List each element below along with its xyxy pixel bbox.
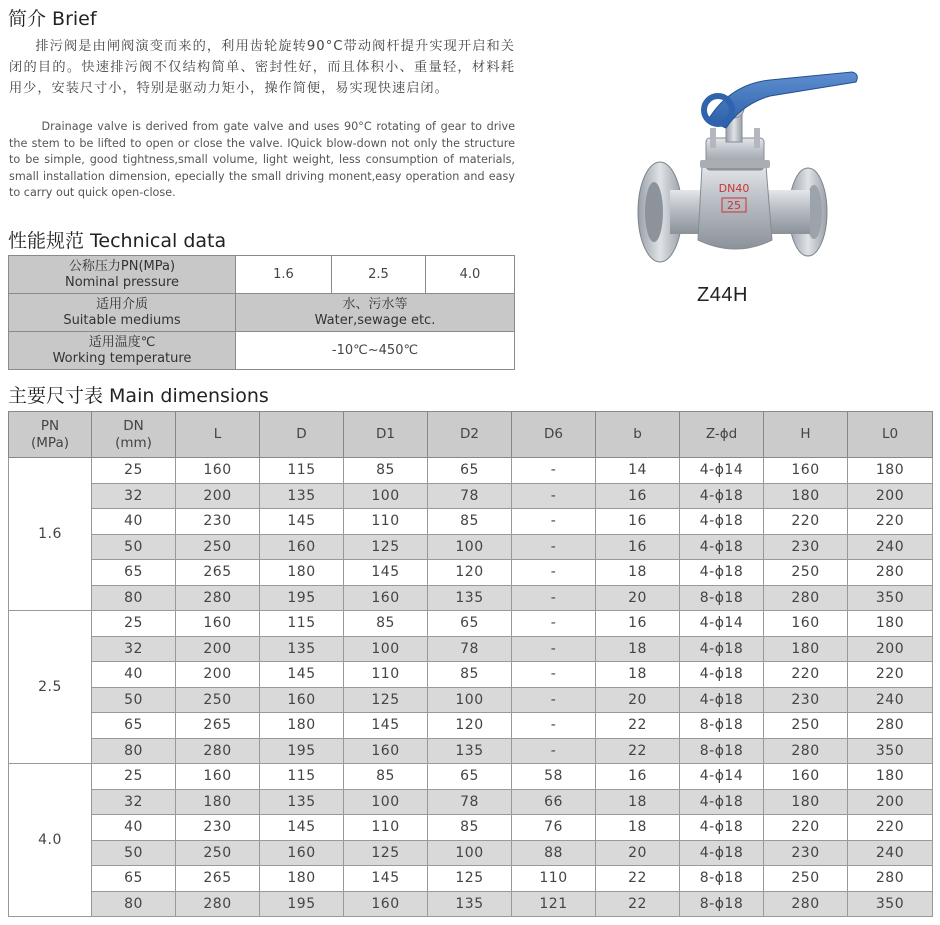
- table-cell: 65: [428, 611, 512, 637]
- table-row: [9, 815, 933, 841]
- table-cell: 22: [596, 738, 680, 764]
- table-cell: 18: [596, 636, 680, 662]
- column-header-h: H: [764, 412, 848, 458]
- table-cell: -: [512, 534, 596, 560]
- table-cell: 265: [176, 866, 260, 892]
- table-cell: 180: [764, 636, 848, 662]
- table-cell: 145: [260, 815, 344, 841]
- table-row: [9, 585, 933, 611]
- table-cell: 160: [176, 611, 260, 637]
- table-cell: 20: [596, 585, 680, 611]
- table-cell: 280: [848, 713, 933, 739]
- table-cell: 25: [92, 764, 176, 790]
- table-cell: 160: [176, 764, 260, 790]
- table-cell: 120: [428, 560, 512, 586]
- dimensions-title: 主要尺寸表 Main dimensions: [8, 385, 269, 407]
- table-cell: 121: [512, 891, 596, 917]
- body-marking-dn: DN40: [718, 182, 750, 195]
- table-cell: 4-ϕ18: [680, 509, 764, 535]
- model-label: Z44H: [697, 284, 748, 306]
- table-cell: 100: [428, 840, 512, 866]
- table-cell: 350: [848, 738, 933, 764]
- table-cell: 85: [428, 662, 512, 688]
- table-cell: 85: [428, 815, 512, 841]
- table-cell: 350: [848, 585, 933, 611]
- table-row: [9, 713, 933, 739]
- table-cell: 180: [260, 560, 344, 586]
- table-cell: 4-ϕ18: [680, 815, 764, 841]
- medium-label: 适用介质 Suitable mediums: [9, 294, 236, 332]
- brief-chinese-text: 排污阀是由闸阀演变而来的，利用齿轮旋转90°C带动阀杆提升实现开启和关闭的目的。快速排污阀不仅结构简单、密封性好，而且体积小、重量轻，材料耗用少，安装尺寸小，特别是驱动力矩小，操作简便，易实现快速启闭。: [9, 39, 515, 96]
- table-cell: 40: [92, 662, 176, 688]
- table-cell: 110: [344, 662, 428, 688]
- table-cell: 180: [848, 764, 933, 790]
- column-header-l: L: [176, 412, 260, 458]
- table-cell: -: [512, 713, 596, 739]
- table-row: [9, 866, 933, 892]
- table-row: [9, 687, 933, 713]
- temperature-label: 适用温度℃ Working temperature: [9, 332, 236, 370]
- table-cell: 16: [596, 764, 680, 790]
- table-cell: 20: [596, 687, 680, 713]
- table-cell: 220: [764, 509, 848, 535]
- table-cell: -: [512, 458, 596, 484]
- table-cell: 22: [596, 891, 680, 917]
- table-cell: 110: [344, 815, 428, 841]
- table-cell: 88: [512, 840, 596, 866]
- pn-group-cell: 4.0: [9, 764, 92, 917]
- table-cell: 66: [512, 789, 596, 815]
- table-cell: 18: [596, 560, 680, 586]
- table-row: [9, 483, 933, 509]
- technical-title: 性能规范 Technical data: [8, 230, 227, 252]
- table-cell: 200: [848, 789, 933, 815]
- table-cell: 280: [176, 585, 260, 611]
- table-cell: 4-ϕ18: [680, 483, 764, 509]
- table-cell: 4-ϕ18: [680, 840, 764, 866]
- table-cell: 32: [92, 636, 176, 662]
- table-cell: 220: [764, 662, 848, 688]
- table-cell: 180: [176, 789, 260, 815]
- table-cell: 280: [176, 891, 260, 917]
- table-cell: 120: [428, 713, 512, 739]
- table-cell: 80: [92, 891, 176, 917]
- table-cell: 135: [428, 738, 512, 764]
- table-cell: 58: [512, 764, 596, 790]
- table-cell: 18: [596, 789, 680, 815]
- table-cell: 160: [344, 891, 428, 917]
- table-cell: 32: [92, 789, 176, 815]
- table-cell: 78: [428, 789, 512, 815]
- table-cell: 220: [764, 815, 848, 841]
- table-cell: 100: [344, 483, 428, 509]
- table-row: [9, 891, 933, 917]
- table-cell: 145: [344, 713, 428, 739]
- table-cell: 180: [764, 789, 848, 815]
- brief-english-text: Drainage valve is derived from gate valve and uses 90°C rotating of gear to drive the stem to be lifted to open or close the valve. IQuick blow-down not only the structure to be simple, good tightness,small volume, light weight, less consumption of materials, small installation dimension, epecially the small driving monent,easy operation and easy to carry out quick open-close.: [9, 120, 515, 200]
- table-cell: -: [512, 585, 596, 611]
- table-cell: 65: [92, 560, 176, 586]
- table-cell: 135: [260, 636, 344, 662]
- pn-group-cell: 2.5: [9, 611, 92, 764]
- table-cell: 160: [344, 738, 428, 764]
- table-cell: 125: [344, 840, 428, 866]
- table-cell: 100: [428, 687, 512, 713]
- table-cell: 40: [92, 815, 176, 841]
- table-cell: 115: [260, 611, 344, 637]
- pn-group-cell: 1.6: [9, 458, 92, 611]
- column-header-d6: D6: [512, 412, 596, 458]
- table-cell: 4-ϕ14: [680, 458, 764, 484]
- table-cell: 50: [92, 840, 176, 866]
- table-cell: 230: [176, 509, 260, 535]
- table-cell: 195: [260, 738, 344, 764]
- pressure-value: 4.0: [426, 256, 515, 294]
- pressure-label: 公称压力PN(MPa) Nominal pressure: [9, 256, 236, 294]
- table-cell: 85: [428, 509, 512, 535]
- table-cell: 100: [344, 636, 428, 662]
- table-cell: 145: [260, 662, 344, 688]
- table-cell: 80: [92, 585, 176, 611]
- table-cell: 280: [848, 560, 933, 586]
- table-cell: 8-ϕ18: [680, 713, 764, 739]
- table-cell: 50: [92, 534, 176, 560]
- table-cell: 200: [176, 636, 260, 662]
- table-cell: 350: [848, 891, 933, 917]
- table-cell: 160: [764, 764, 848, 790]
- table-cell: 160: [764, 458, 848, 484]
- table-cell: 280: [764, 738, 848, 764]
- table-cell: 85: [344, 611, 428, 637]
- table-cell: 4-ϕ18: [680, 687, 764, 713]
- table-cell: 18: [596, 662, 680, 688]
- column-header-l0: L0: [848, 412, 933, 458]
- table-cell: 100: [344, 789, 428, 815]
- table-cell: 135: [260, 483, 344, 509]
- table-cell: 110: [344, 509, 428, 535]
- table-cell: 14: [596, 458, 680, 484]
- table-cell: 160: [260, 534, 344, 560]
- table-cell: 80: [92, 738, 176, 764]
- table-cell: 160: [260, 687, 344, 713]
- table-row: [9, 789, 933, 815]
- table-cell: 195: [260, 891, 344, 917]
- table-cell: 250: [176, 840, 260, 866]
- pressure-value: 2.5: [332, 256, 426, 294]
- medium-value: 水、污水等 Water,sewage etc.: [236, 294, 515, 332]
- column-header-d2: D2: [428, 412, 512, 458]
- table-cell: 115: [260, 458, 344, 484]
- table-cell: 180: [848, 611, 933, 637]
- technical-data-table: [8, 255, 515, 370]
- table-row: [9, 840, 933, 866]
- table-cell: -: [512, 662, 596, 688]
- column-header-d1: D1: [344, 412, 428, 458]
- table-cell: 125: [428, 866, 512, 892]
- table-cell: 160: [764, 611, 848, 637]
- table-cell: 65: [92, 713, 176, 739]
- table-cell: 240: [848, 687, 933, 713]
- table-cell: 20: [596, 840, 680, 866]
- table-cell: -: [512, 509, 596, 535]
- table-cell: 135: [260, 789, 344, 815]
- table-cell: 4-ϕ18: [680, 789, 764, 815]
- table-cell: 220: [848, 815, 933, 841]
- table-cell: 240: [848, 840, 933, 866]
- column-header-b: b: [596, 412, 680, 458]
- table-cell: 240: [848, 534, 933, 560]
- table-cell: 220: [848, 509, 933, 535]
- table-cell: 135: [428, 891, 512, 917]
- column-header-d: D: [260, 412, 344, 458]
- table-cell: 195: [260, 585, 344, 611]
- table-cell: 85: [344, 458, 428, 484]
- table-cell: 50: [92, 687, 176, 713]
- table-cell: -: [512, 560, 596, 586]
- table-cell: 8-ϕ18: [680, 891, 764, 917]
- table-cell: 160: [176, 458, 260, 484]
- table-cell: -: [512, 738, 596, 764]
- table-row: [9, 534, 933, 560]
- table-row: [9, 662, 933, 688]
- table-cell: 8-ϕ18: [680, 738, 764, 764]
- table-cell: 76: [512, 815, 596, 841]
- table-cell: 230: [764, 534, 848, 560]
- table-cell: 180: [260, 866, 344, 892]
- table-cell: 4-ϕ18: [680, 636, 764, 662]
- table-cell: -: [512, 483, 596, 509]
- column-header-dn: DN (mm): [92, 412, 176, 458]
- table-cell: 4-ϕ18: [680, 534, 764, 560]
- table-row: [9, 458, 933, 484]
- valve-product-image: [630, 62, 862, 277]
- table-cell: -: [512, 636, 596, 662]
- table-cell: 280: [176, 738, 260, 764]
- table-cell: 65: [92, 866, 176, 892]
- table-cell: 250: [764, 713, 848, 739]
- table-cell: 85: [344, 764, 428, 790]
- table-cell: 180: [764, 483, 848, 509]
- table-cell: 230: [764, 687, 848, 713]
- table-cell: 16: [596, 483, 680, 509]
- table-cell: 4-ϕ18: [680, 560, 764, 586]
- table-cell: 16: [596, 534, 680, 560]
- table-cell: 25: [92, 611, 176, 637]
- table-cell: 280: [764, 585, 848, 611]
- brief-title: 简介 Brief: [8, 8, 97, 30]
- table-cell: 25: [92, 458, 176, 484]
- table-cell: 250: [764, 560, 848, 586]
- table-cell: 4-ϕ18: [680, 662, 764, 688]
- table-cell: 110: [512, 866, 596, 892]
- table-cell: 8-ϕ18: [680, 585, 764, 611]
- main-dimensions-table: [8, 411, 933, 917]
- table-cell: 265: [176, 713, 260, 739]
- table-cell: 250: [764, 866, 848, 892]
- table-cell: 250: [176, 687, 260, 713]
- table-cell: 22: [596, 713, 680, 739]
- table-header-row: [9, 412, 933, 458]
- table-cell: 135: [428, 585, 512, 611]
- table-row: [9, 611, 933, 637]
- table-cell: 160: [260, 840, 344, 866]
- temperature-value: -10℃~450℃: [236, 332, 515, 370]
- table-cell: 230: [176, 815, 260, 841]
- table-row: [9, 738, 933, 764]
- table-cell: 125: [344, 687, 428, 713]
- table-cell: 230: [764, 840, 848, 866]
- table-cell: -: [512, 687, 596, 713]
- table-row: [9, 509, 933, 535]
- table-cell: 32: [92, 483, 176, 509]
- table-cell: 200: [176, 483, 260, 509]
- table-cell: 200: [176, 662, 260, 688]
- table-cell: 180: [848, 458, 933, 484]
- table-cell: 100: [428, 534, 512, 560]
- table-cell: 65: [428, 458, 512, 484]
- table-row: [9, 764, 933, 790]
- table-cell: 78: [428, 483, 512, 509]
- table-cell: 125: [344, 534, 428, 560]
- table-cell: -: [512, 611, 596, 637]
- table-cell: 200: [848, 636, 933, 662]
- table-cell: 145: [344, 866, 428, 892]
- table-row: [9, 560, 933, 586]
- table-cell: 145: [260, 509, 344, 535]
- table-cell: 65: [428, 764, 512, 790]
- table-cell: 8-ϕ18: [680, 866, 764, 892]
- table-cell: 145: [344, 560, 428, 586]
- table-cell: 22: [596, 866, 680, 892]
- table-cell: 220: [848, 662, 933, 688]
- body-marking-pn: 25: [727, 199, 741, 212]
- table-cell: 4-ϕ14: [680, 611, 764, 637]
- column-header-pn: PN (MPa): [9, 412, 92, 458]
- table-cell: 280: [764, 891, 848, 917]
- table-cell: 180: [260, 713, 344, 739]
- pressure-value: 1.6: [236, 256, 332, 294]
- table-cell: 78: [428, 636, 512, 662]
- table-row: [9, 636, 933, 662]
- column-header-z-phi-d: Z-ϕd: [680, 412, 764, 458]
- table-cell: 250: [176, 534, 260, 560]
- table-cell: 280: [848, 866, 933, 892]
- table-cell: 265: [176, 560, 260, 586]
- table-cell: 16: [596, 611, 680, 637]
- table-cell: 115: [260, 764, 344, 790]
- table-cell: 200: [848, 483, 933, 509]
- table-cell: 18: [596, 815, 680, 841]
- table-cell: 4-ϕ14: [680, 764, 764, 790]
- table-cell: 40: [92, 509, 176, 535]
- table-cell: 160: [344, 585, 428, 611]
- table-cell: 16: [596, 509, 680, 535]
